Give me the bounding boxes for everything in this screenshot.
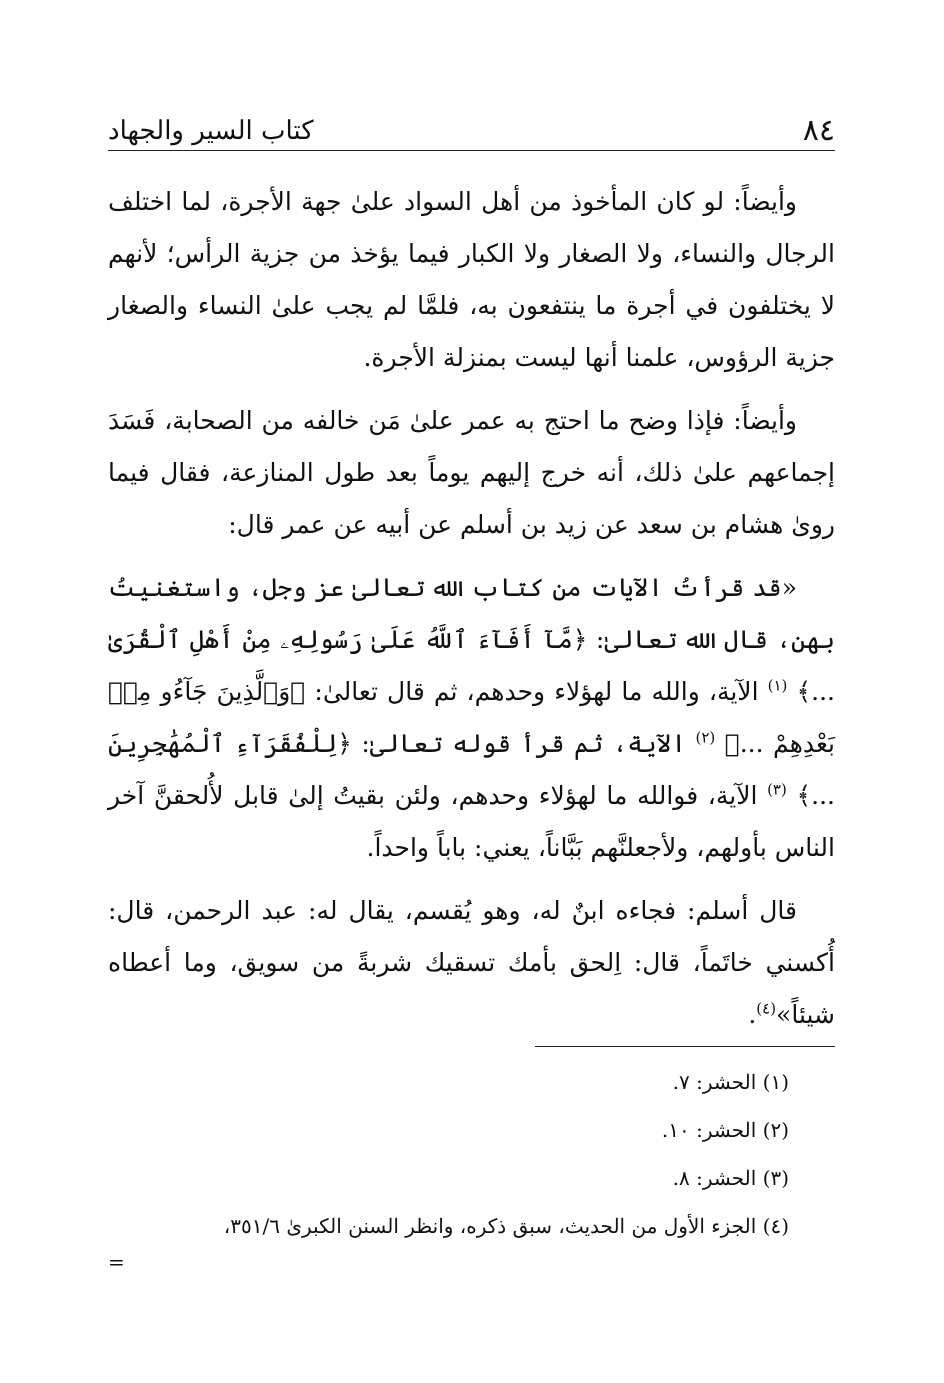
header-rule <box>108 150 835 151</box>
footnote-ref-4: (٤) <box>756 999 777 1018</box>
footnote-1: (١) الحشر: ٧. <box>672 1070 789 1094</box>
footnotes <box>108 1058 835 1274</box>
footnote-separator <box>535 1046 835 1047</box>
quran-verse-3: ﴿لِلْفُقَرَآءِ ٱلْمُهَٰجِرِينَ ...﴾ <box>108 729 835 810</box>
paragraph-1: وأيضاً: لو كان المأخوذ من أهل السواد علىٰ جهة الأجرة، لما اختلف الرجال والنساء، ولا الصغار ولا الكبار فيما يؤخذ من جزية الرأس؛ لأنهم لا يختلفون في أجرة ما ينتفعون به، فلمَّا لم يجب علىٰ النساء والصغار جزية الرؤوس، علمنا أنها ليست بمنزلة الأجرة. <box>108 187 835 372</box>
footnote-4: (٤) الجزء الأول من الحديث، سبق ذكره، وانظر السنن الكبرىٰ ٣٥١/٦، <box>223 1214 789 1238</box>
paragraph-4 <box>108 885 835 1041</box>
paragraph-3-part-d: الآية، فوالله ما لهؤلاء وحدهم، ولئن بقيتُ إلىٰ قابل لأُلحقنَّ آخر الناس بأولهم، ولأجعلنَّهم بَبَّاناً، يعني: باباً واحداً. <box>108 781 835 862</box>
footnote-ref-2: (٢) <box>695 728 716 747</box>
quran-verse-1: ﴿مَّآ أَفَآءَ ٱللَّهُ عَلَىٰ رَسُولِهِۦ مِنْ أَهْلِ ٱلْقُرَىٰ ...﴾ <box>108 625 836 706</box>
footnote-ref-1: (١) <box>767 676 788 695</box>
paragraph-3 <box>108 562 835 874</box>
paragraph-4-end: . <box>748 1000 757 1029</box>
footnote-ref-3: (٣) <box>767 780 787 799</box>
running-title: كتاب السير والجهاد <box>108 116 314 146</box>
footnote-3: (٣) الحشر: ٨. <box>672 1166 789 1190</box>
paragraph-4-text: قال أسلم: فجاءه ابنٌ له، وهو يُقسم، يقال له: عبد الرحمن، قال: أُكسني خاتَماً، قال: اِلحق بأمك تسقيك شربةً من سويق، وما أعطاه شيئاً» <box>108 896 835 1029</box>
page-header <box>108 108 835 148</box>
paragraph-2: وأيضاً: فإذا وضح ما احتج به عمر علىٰ مَن خالفه من الصحابة، فَسَدَ إجماعهم علىٰ ذلك، أنه خرج إليهم يوماً بعد طول المنازعة، فقال فيما روىٰ هشام بن سعد عن زيد بن أسلم عن أبيه عن عمر قال: <box>108 406 835 539</box>
quran-verse-2: ﴿وَٱلَّذِينَ جَآءُو مِنۢ بَعْدِهِمْ ...﴾ <box>108 677 836 758</box>
footnote-2: (٢) الحشر: ١٠. <box>661 1118 789 1142</box>
paragraph-3-part-b: الآية، والله ما لهؤلاء وحدهم، ثم قال تعالىٰ: <box>314 677 759 706</box>
footnote-continuation-mark: = <box>108 1250 125 1274</box>
main-text <box>108 176 835 1052</box>
paragraph-3-part-c: الآية، ثم قرأ قوله تعالىٰ: <box>361 729 686 758</box>
paragraph-3-part-a: «قد قرأتُ الآيات من كتاب الله تعالىٰ عز وجل، واستغنيتُ بهن، قال الله تعالىٰ: <box>108 573 835 654</box>
page-number: ٨٤ <box>802 113 835 148</box>
